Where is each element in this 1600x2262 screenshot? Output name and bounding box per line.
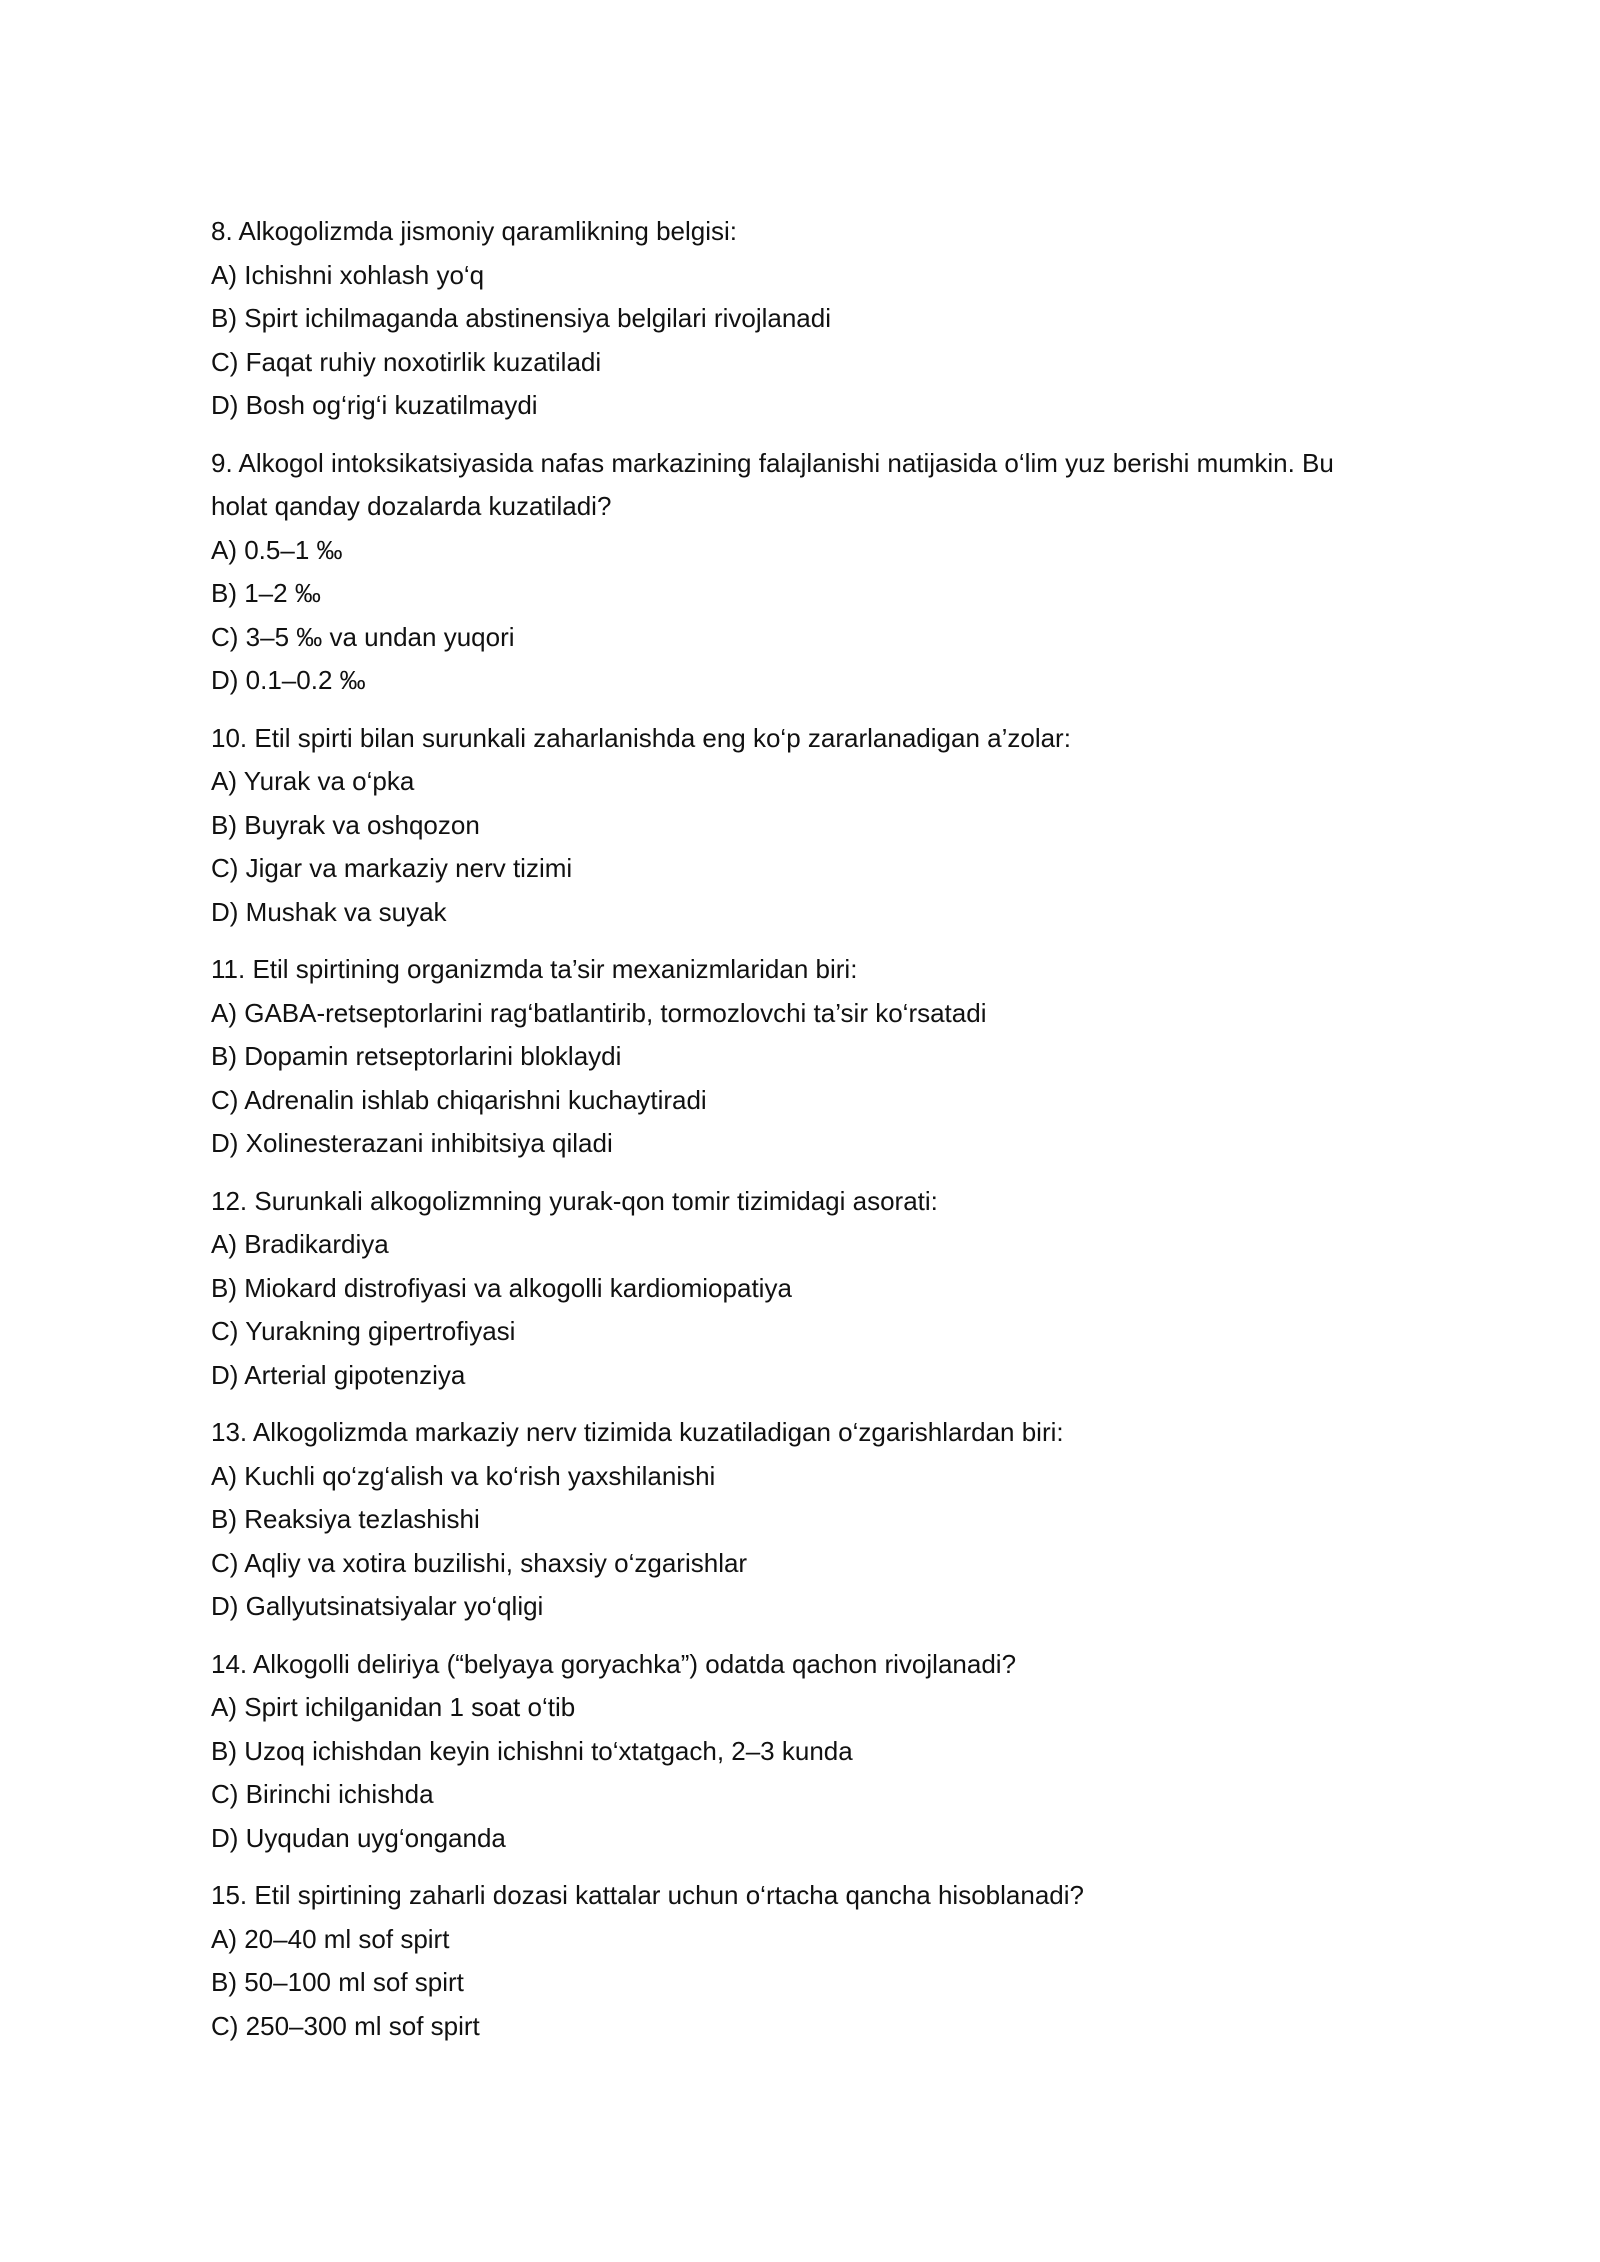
option-a: A) Ichishni xohlash yo‘q: [211, 259, 485, 290]
option-list: [211, 254, 1391, 428]
question-9: [211, 442, 1391, 703]
option-d: D) Bosh og‘rig‘i kuzatilmaydi: [211, 390, 538, 420]
option-a: A) Kuchli qo‘zg‘alish va ko‘rish yaxshilanishi: [211, 1460, 716, 1491]
option-a: A) 0.5–1 ‰: [211, 534, 343, 565]
option-d: D) Xolinesterazani inhibitsiya qiladi: [211, 1128, 613, 1158]
option-list: [211, 1455, 1391, 1629]
option-c: C) Yurakning gipertrofiyasi: [211, 1316, 516, 1346]
question-14: [211, 1643, 1391, 1861]
option-d: D) 0.1–0.2 ‰: [211, 665, 366, 695]
option-c: C) Birinchi ichishda: [211, 1779, 434, 1809]
option-b: B) 1–2 ‰: [211, 578, 321, 608]
document-page: [211, 210, 1391, 2062]
option-d: D) Mushak va suyak: [211, 896, 447, 927]
option-d: D) Uyqudan uyg‘onganda: [211, 1822, 506, 1853]
question-text: 12. Surunkali alkogolizmning yurak-qon tomir tizimidagi asorati:: [211, 1185, 938, 1216]
option-list: [211, 1686, 1391, 1860]
question-12: [211, 1180, 1391, 1398]
option-c: C) 250–300 ml sof spirt: [211, 2010, 480, 2041]
option-c: C) Adrenalin ishlab chiqarishni kuchaytiradi: [211, 1084, 707, 1115]
question-text: 8. Alkogolizmda jismoniy qaramlikning belgisi:: [211, 216, 738, 246]
option-c: C) Jigar va markaziy nerv tizimi: [211, 853, 573, 883]
option-list: [211, 992, 1391, 1166]
option-list: [211, 760, 1391, 934]
option-list: [211, 529, 1391, 703]
question-10: [211, 717, 1391, 935]
option-a: A) Yurak va o‘pka: [211, 766, 415, 796]
option-b: B) Spirt ichilmaganda abstinensiya belgilari rivojlanadi: [211, 303, 831, 333]
option-a: A) Bradikardiya: [211, 1229, 389, 1259]
question-text: 9. Alkogol intoksikatsiyasida nafas markazining falajlanishi natijasida o‘lim yuz berishi mumkin. Bu holat qanday dozalarda kuzatiladi?: [211, 447, 1334, 521]
option-c: C) Faqat ruhiy noxotirlik kuzatiladi: [211, 346, 602, 377]
option-b: B) Miokard distrofiyasi va alkogolli kardiomiopatiya: [211, 1272, 792, 1303]
option-a: A) 20–40 ml sof spirt: [211, 1923, 450, 1954]
option-d: D) Arterial gipotenziya: [211, 1359, 466, 1390]
question-text: 11. Etil spirtining organizmda ta’sir mexanizmlaridan biri:: [211, 954, 858, 984]
question-13: [211, 1411, 1391, 1629]
option-b: B) Dopamin retseptorlarini bloklaydi: [211, 1041, 622, 1071]
question-text: 13. Alkogolizmda markaziy nerv tizimida kuzatiladigan o‘zgarishlardan biri:: [211, 1417, 1064, 1447]
option-a: A) GABA-retseptorlarini rag‘batlantirib, tormozlovchi ta’sir ko‘rsatadi: [211, 997, 987, 1028]
question-text: 14. Alkogolli deliriya (“belyaya goryachka”) odatda qachon rivojlanadi?: [211, 1648, 1017, 1679]
question-8: [211, 210, 1391, 428]
option-list: [211, 1223, 1391, 1397]
question-11: [211, 948, 1391, 1166]
option-b: B) Buyrak va oshqozon: [211, 809, 480, 840]
question-15: [211, 1874, 1391, 2048]
option-c: C) 3–5 ‰ va undan yuqori: [211, 621, 515, 652]
option-list: [211, 1918, 1391, 2049]
option-b: B) Reaksiya tezlashishi: [211, 1504, 480, 1534]
question-text: 10. Etil spirti bilan surunkali zaharlanishda eng ko‘p zararlanadigan a’zolar:: [211, 722, 1071, 753]
option-b: B) 50–100 ml sof spirt: [211, 1967, 464, 1997]
question-text: 15. Etil spirtining zaharli dozasi kattalar uchun o‘rtacha qancha hisoblanadi?: [211, 1880, 1084, 1910]
option-a: A) Spirt ichilganidan 1 soat o‘tib: [211, 1692, 576, 1722]
option-d: D) Gallyutsinatsiyalar yo‘qligi: [211, 1591, 544, 1621]
option-c: C) Aqliy va xotira buzilishi, shaxsiy o‘zgarishlar: [211, 1547, 748, 1578]
option-b: B) Uzoq ichishdan keyin ichishni to‘xtatgach, 2–3 kunda: [211, 1735, 853, 1766]
